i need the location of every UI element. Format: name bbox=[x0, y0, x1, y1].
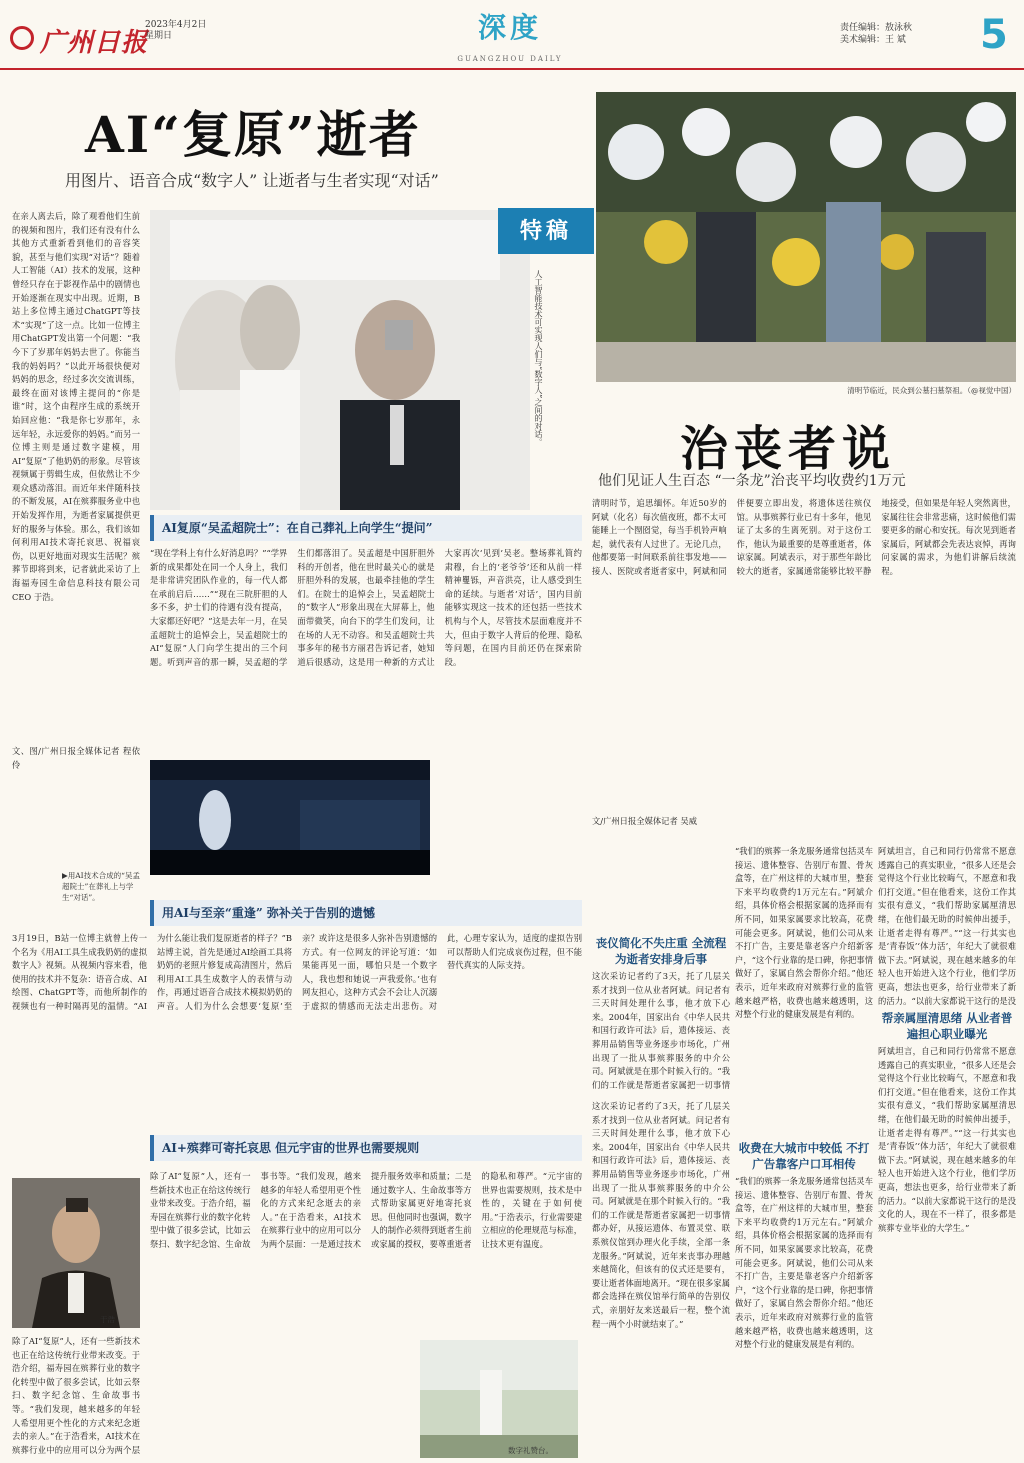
article1-subheadline: 用图片、语音合成“数字人” 让逝者与生者实现“对话” bbox=[65, 171, 439, 190]
article2-sub1-text-cont: 这次采访记者约了3天，托了几层关系才找到一位从业者阿斌。问记者有三天时间处理什么事，他才放下心来。2004年，国家出台《中华人民共和国行政许可法》后，遗体接运、丧葬用品销售等业务逐步市场化，广州出现了一批从事殡葬服务的中介公司。阿斌就是在那个时候入行的。“我们的工作就是帮逝者家属把一切事情都办好，从接运遗体、布置灵堂、联系殡仪馆到办理火化手续，全部一条龙服务。”阿斌说，近年来丧事办理越来越简化，但该有的仪式还是要有，要让逝者体面地离开。“现在很多家属都会选择在殡仪馆举行简单的告别仪式，亲朋好友来送最后一程，整个流程一两个小时就结束了。” bbox=[592, 1101, 730, 1329]
ai-digital-human-photo bbox=[150, 210, 530, 510]
interviewee-photo bbox=[12, 1178, 140, 1328]
cemetery-photo bbox=[596, 92, 1016, 382]
section-title: 深度 bbox=[477, 11, 542, 44]
article2-sub2-text: “我们的殡葬一条龙服务通常包括灵车接运、遗体整容、告别厅布置、骨灰盒等，在广州这样的大城市里，整套下来平均收费约1万元左右。”阿斌介绍，具体价格会根据家属的选择而有所不同，如果家属要求比较高，花费可能会更多。阿斌说，他们公司从来不打广告，主要是靠老客户介绍新客户，“这个行业靠的是口碑，你把事情做好了，家属自然会帮你介绍。”他还表示，近年来政府对殡葬行业的监管越来越严格，收费也越来越透明，这对整个行业的健康发展是有利的。 bbox=[735, 1176, 873, 1350]
page-number: 5 bbox=[980, 12, 1008, 58]
feature-badge: 特稿 bbox=[498, 208, 594, 254]
article2-intro: 清明时节，追思缅怀。年近50岁的阿斌（化名）每次值夜班，都不太可能睡上一个囫囵觉，每当手机铃声响起，就代表有人过世了。无论几点，他都要第一时间联系前往事发地——接人、医院或者逝者家中，阿斌和同伴便要立即出发，将遗体送往殡仪馆。从事殡葬行业已有十多年，他见证了太多的生离死别。对于这份工作，他认为最重要的是尊重逝者，体谅家属。阿斌表示，对于那些年龄比较大的逝者，家属通常能够比较平静地接受，但如果是年轻人突然离世，家属往往会非常悲痛，这时候他们需要更多的耐心和安抚。每次见到逝者家属后，阿斌都会先表达哀悼，再询问家属的需求，为他们讲解后续流程。 bbox=[592, 498, 1016, 576]
section3-text: 除了AI“复原”人，还有一些新技术也正在给这传统行业带来改变。于浩介绍，福寿园在殡葬行业的数字化转型中做了很多尝试，比如云祭扫、数字纪念馆、生命故事书等。“我们发现，越来越多的年轻人希望用更个性化的方式来纪念逝去的亲人。”在于浩看来，AI技术在殡葬行业中的应用可以分为两个层面：一是通过技术提升服务效率和质量；二是通过数字人、生命故事等方式帮助家属更好地寄托哀思。但他同时也强调，数字人的制作必须得到逝者生前或家属的授权，要尊重逝者的隐私和尊严。“元宇宙的世界也需要规则，技术是中性的，关键在于如何使用。”于浩表示，行业需要建立相应的伦理规范与标准，让技术更有温度。 bbox=[150, 1171, 582, 1249]
memorial-photo bbox=[420, 1340, 578, 1458]
article2-sub1-title: 丧仪简化不失庄重 全流程为逝者安排身后事 bbox=[595, 936, 727, 966]
article2-sub3-text-lead: 阿斌坦言，自己和同行仍常常不愿意透露自己的真实职业，“很多人还是会觉得这个行业比较晦气，不愿意和我们打交道。”但在他看来，这份工作其实很有意义，“我们帮助家属厘清思绪，在他们最无助的时候伸出援手，让逝者走得有尊严。”“这一行其实也是‘青春饭’‘体力活’，年纪大了就很难做下去。”阿斌说，现在越来越多的年轻人也开始进入这个行业，他们学历更高，想法也更多，给行业带来了新的活力。“以前大家都说干这行的是没 bbox=[878, 846, 1016, 1005]
date: 2023年4月2日 bbox=[145, 20, 207, 30]
section1-photo-caption: ▶用AI技术合成的“吴孟超院士”在葬礼上与学生“对话”。 bbox=[62, 871, 140, 902]
article1-headline: AI“复原”逝者 bbox=[85, 105, 421, 164]
weekday: 星期日 bbox=[145, 31, 173, 41]
editor: 责任编辑：敖泳秋 bbox=[840, 23, 913, 33]
article2-sub3-title: 帮亲属厘清思绪 从业者普遍担心职业曝光 bbox=[881, 1011, 1013, 1041]
section2-title: 用AI与至亲“重逢” 弥补关于告别的遗憾 bbox=[150, 900, 582, 926]
article2-byline: 文/广州日报全媒体记者 吴威 bbox=[592, 816, 697, 826]
section-subtitle: GUANGZHOU DAILY bbox=[457, 55, 563, 63]
section3-title: AI+殡葬可寄托哀思 但元宇宙的世界也需要规则 bbox=[150, 1135, 582, 1161]
memorial-caption: 数字礼赞台。 bbox=[508, 1446, 553, 1455]
date-block bbox=[145, 20, 206, 42]
newspaper-logo-icon bbox=[10, 26, 34, 50]
section3-text-left: 除了AI“复原”人，还有一些新技术也正在给这传统行业带来改变。于浩介绍，福寿园在殡葬行业的数字化转型中做了很多尝试，比如云祭扫、数字纪念馆、生命故事书等。“我们发现，越来越多的年轻人希望用更个性化的方式来纪念逝去的亲人。”在于浩看来，AI技术在殡葬行业中的应用可以分为两个层 bbox=[12, 1336, 140, 1455]
editors bbox=[840, 22, 912, 46]
article2-sub1-text: 这次采访记者约了3天，托了几层关系才找到一位从业者阿斌。问记者有三天时间处理什么事，他才放下心来。2004年，国家出台《中华人民共和国行政许可法》后，遗体接运、丧葬用品销售等业务逐步市场化，广州出现了一批从事殡葬服务的中介公司。阿斌就是在那个时候入行的。“我们的工作就是帮逝者家属把一切事情 bbox=[592, 971, 730, 1090]
article1-byline: 文、图/广州日报全媒体记者 程依伶 bbox=[12, 746, 140, 770]
article2-headline: 治丧者说 bbox=[680, 421, 897, 477]
section1-title: AI复原“吴孟超院士”：在自己葬礼上向学生“提问” bbox=[150, 515, 582, 541]
interviewee-name: 于浩 bbox=[100, 1315, 115, 1324]
article2-subheadline: 他们见证人生百态 “一条龙”治丧平均收费约1万元 bbox=[598, 473, 906, 489]
paper-name: 广州日报 bbox=[40, 28, 149, 58]
art-editor: 美术编辑：王 斌 bbox=[840, 35, 906, 45]
section1-text: “现在学科上有什么好消息吗？”“学界新的成果都处在同一个人身上，我们是非常讲究团队作业的，每一代人都在承前启后……”“现在三院肝胆的人多不多，护士们的待遇有没有提高，大家都还好吧？”这是去年一月，在吴孟超院士的追悼会上，吴孟超院士的AI“复原”人门向学生提出的三个问题。听到声音的那一瞬，吴孟超的学生们都落泪了。吴孟超是中国肝胆外科的开创者，他在世时最关心的就是肝胆外科的发展，也最牵挂他的学生们。在院士的追悼会上，吴孟超院士的“数字人”形象出现在大屏幕上，他面带微笑，向台下的学生们发问，让在场的人无不动容。和吴孟超院士共事多年的秘书方丽君告诉记者，她知道后很感动，这是用一种新的方式让大家再次‘见到’吴老。整场葬礼简约肃穆，台上的‘老爷爷’还和从前一样精神矍铄，声音洪亮，让人感受到生命的延续。与逝者‘对话’，国内目前能够实现这一技术的还包括一些技术机构与个人，尽管技术层面难度并不大，但由于数字人背后的伦理、隐私等问题，在国内目前还仍在探索阶段。 bbox=[150, 548, 582, 667]
funeral-stage-photo bbox=[150, 760, 430, 875]
article2-sub2-text-lead: “我们的殡葬一条龙服务通常包括灵车接运、遗体整容、告别厅布置、骨灰盒等，在广州这样的大城市里，整套下来平均收费约1万元左右。”阿斌介绍，具体价格会根据家属的选择而有所不同，如果家属要求比较高，花费可能会更多。阿斌说，他们公司从来不打广告，主要是靠老客户介绍新客户，“这个行业靠的是口碑，你把事情做好了，家属自然会帮你介绍。”他还表示，近年来政府对殡葬行业的监管越来越严格，收费也越来越透明，这对整个行业的健康发展是有利的。 bbox=[735, 846, 873, 1020]
article2-sub2-title: 收费在大城市中较低 不打广告靠客户口耳相传 bbox=[738, 1141, 870, 1171]
article2-sub3-text: 阿斌坦言，自己和同行仍常常不愿意透露自己的真实职业，“很多人还是会觉得这个行业比较晦气，不愿意和我们打交道。”但在他看来，这份工作其实很有意义，“我们帮助家属厘清思绪，在他们最无助的时候伸出援手，让逝者走得有尊严。”“这一行其实也是‘青春饭’‘体力活’，年纪大了就很难做下去。”阿斌说，现在越来越多的年轻人也开始进入这个行业，他们学历更高，想法也更多，给行业带来了新的活力。“以前大家都说干这行的是没文化的人，现在不一样了，很多都是殡葬专业毕业的大学生。” bbox=[878, 1046, 1016, 1233]
article1-intro: 在亲人离去后，除了观看他们生前的视频和图片，我们还有没有什么其他方式重新看到他们的音容笑貌，甚至与他们实现“对话”？随着人工智能（AI）技术的发展，这种曾经只存在于影视作品中的剧情也开始逐渐在现实中出现。近期，B站上多位博主通过ChatGPT等技术“实现”了这一点。比如一位博主用ChatGPT发出第一个问题：“我今下了岁那年妈妈去世了。你能当我的妈妈吗？”以此开场很快便对妈妈的思念，经过多次交流训练，最终在面对该博主提问的“你是谁”时，这个由程序生成的系统开始回应他：“我是你七岁那年，永远年轻，永远爱你的妈妈。”而另一位博主则是通过数字建模，用AI“复原”了他奶奶的形象。尽管该视频属于剪辑生成，但依然让不少观众感动落泪。而近年来伴随科技的不断发展，AI在殡葬服务业中也开始发挥作用，为逝者家属提供更好的服务与体验。那么，我们该如何利用AI技术寄托哀思、祝福哀伤，以更好地面对现实生活呢？殡葬节即将到来，记者就此采访了上海福寿园生命信息科技有限公司CEO 于浩。 bbox=[12, 211, 140, 602]
section2-text: 3月19日，B站一位博主就曾上传一个名为《用AI工具生成我奶奶的虚拟数字人》视频。从视频内容来看，他使用的技术并不复杂：语音合成、AI绘图、ChatGPT等，而他所制作的视频也有一种时隔再见的温情。“AI为什么能让我们复原逝者的样子？”B站博主说，首先是通过AI绘画工具将奶奶的老照片修复成高清图片，然后利用AI工具生成数字人的表情与动作，再通过语音合成技术模拟奶奶的声音。人们为什么会想要‘复原’至亲？或许这是很多人弥补告别遗憾的方式。有一位网友的评论写道：‘如果能再见一面，哪怕只是一个数字人，我也想和她说一声我爱你。’也有网友担心，这种方式会不会让人沉溺于虚拟的情感而无法走出悲伤。对此，心理专家认为，适度的虚拟告别可以帮助人们完成哀伤过程，但不能替代真实的人际支持。 bbox=[12, 933, 582, 1011]
article2-photo-caption: 清明节临近，民众到公墓扫墓祭祖。（@视觉中国） bbox=[847, 386, 1016, 395]
article1-photo-caption: 人工智能技术可实现人们与“数字人”之间的对话。 bbox=[534, 270, 543, 447]
